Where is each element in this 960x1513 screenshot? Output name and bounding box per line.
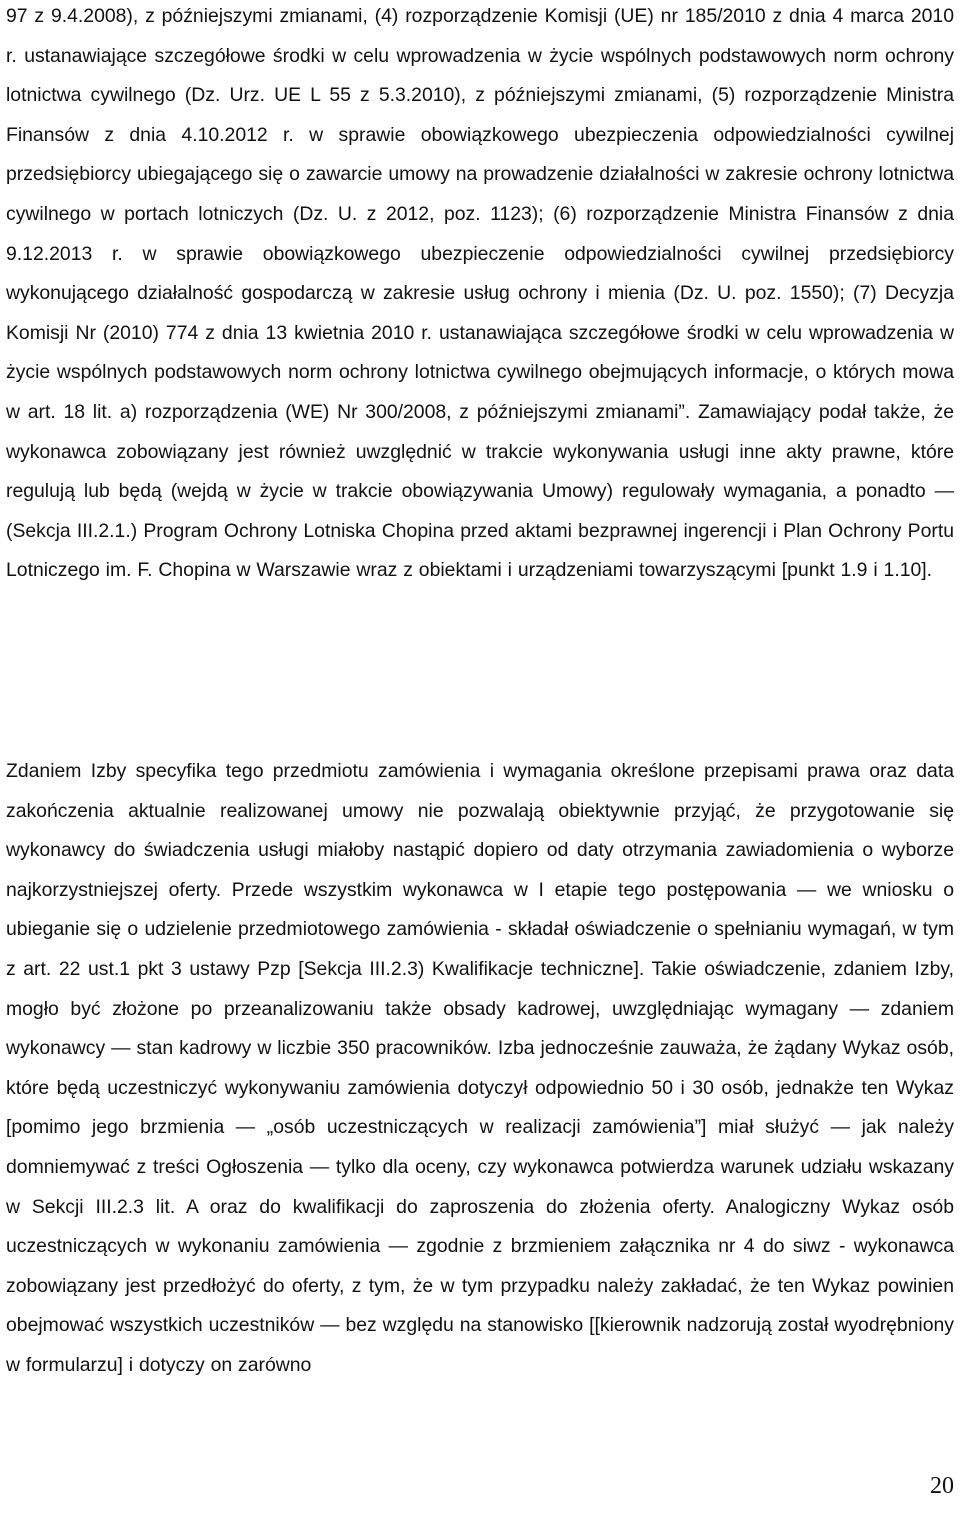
page-number: 20	[930, 1473, 954, 1499]
paragraph-legal-acts: 97 z 9.4.2008), z późniejszymi zmianami, (4) rozporządzenie Komisji (UE) nr 185/2010 z dnia 4 marca 2010 r. ustanawiające szczegółowe środki w celu wprowadzenia w życie wspólnych podstawowych norm ochrony lotnictwa cywilnego (Dz. Urz. UE L 55 z 5.3.2010), z późniejszymi zmianami, (5) rozporządzenie Ministra Finansów z dnia 4.10.2012 r. w sprawie obowiązkowego ubezpieczenia odpowiedzialności cywilnej przedsiębiorcy ubiegającego się o zawarcie umowy na prowadzenie działalności w zakresie ochrony lotnictwa cywilnego w portach lotniczych (Dz. U. z 2012, poz. 1123); (6) rozporządzenie Ministra Finansów z dnia 9.12.2013 r. w sprawie obowiązkowego ubezpieczenie odpowiedzialności cywilnej przedsiębiorcy wykonującego działalność gospodarczą w zakresie usług ochrony i mienia (Dz. U. poz. 1550); (7) Decyzja Komisji Nr (2010) 774 z dnia 13 kwietnia 2010 r. ustanawiająca szczegółowe środki w celu wprowadzenia w życie wspólnych podstawowych norm ochrony lotnictwa cywilnego obejmujących informacje, o których mowa w art. 18 lit. a) rozporządzenia (WE) Nr 300/2008, z późniejszymi zmianami”. Zamawiający podał także, że wykonawca zobowiązany jest również uwzględnić w trakcie wykonywania usługi inne akty prawne, które regulują lub będą (wejdą w życie w trakcie obowiązywania Umowy) regulowały wymagania, a ponadto — (Sekcja III.2.1.) Program Ochrony Lotniska Chopina przed aktami bezprawnej ingerencji i Plan Ochrony Portu Lotniczego im. F. Chopina w Warszawie wraz z obiektami i urządzeniami towarzyszącymi [punkt 1.9 i 1.10].	[6, 5, 954, 582]
paragraph-chamber-opinion: Zdaniem Izby specyfika tego przedmiotu zamówienia i wymagania określone przepisami prawa oraz data zakończenia aktualnie realizowanej umowy nie pozwalają obiektywnie przyjąć, że przygotowanie się wykonawcy do świadczenia usługi miałoby nastąpić dopiero od daty otrzymania zawiadomienia o wyborze najkorzystniejszej oferty. Przede wszystkim wykonawca w I etapie tego postępowania — we wniosku o ubieganie się o udzielenie przedmiotowego zamówienia - składał oświadczenie o spełnianiu wymagań, w tym z art. 22 ust.1 pkt 3 ustawy Pzp [Sekcja III.2.3) Kwalifikacje techniczne]. Takie oświadczenie, zdaniem Izby, mogło być złożone po przeanalizowaniu także obsady kadrowej, uwzględniając wymagany — zdaniem wykonawcy — stan kadrowy w liczbie 350 pracowników. Izba jednocześnie zauważa, że żądany Wykaz osób, które będą uczestniczyć wykonywaniu zamówienia dotyczył odpowiednio 50 i 30 osób, jednakże ten Wykaz [pomimo jego brzmienia — „osób uczestniczących w realizacji zamówienia”] miał służyć — jak należy domniemywać z treści Ogłoszenia — tylko dla oceny, czy wykonawca potwierdza warunek udziału wskazany w Sekcji III.2.3 lit. A oraz do kwalifikacji do zaproszenia do złożenia oferty. Analogiczny Wykaz osób uczestniczących w wykonaniu zamówienia — zgodnie z brzmieniem załącznika nr 4 do siwz - wykonawca zobowiązany jest przedłożyć do oferty, z tym, że w tym przypadku należy zakładać, że ten Wykaz powinien obejmować wszystkich uczestników — bez względu na stanowisko [[kierownik nadzorują został wyodrębniony w formularzu] i dotyczy on zarówno	[6, 760, 954, 1376]
